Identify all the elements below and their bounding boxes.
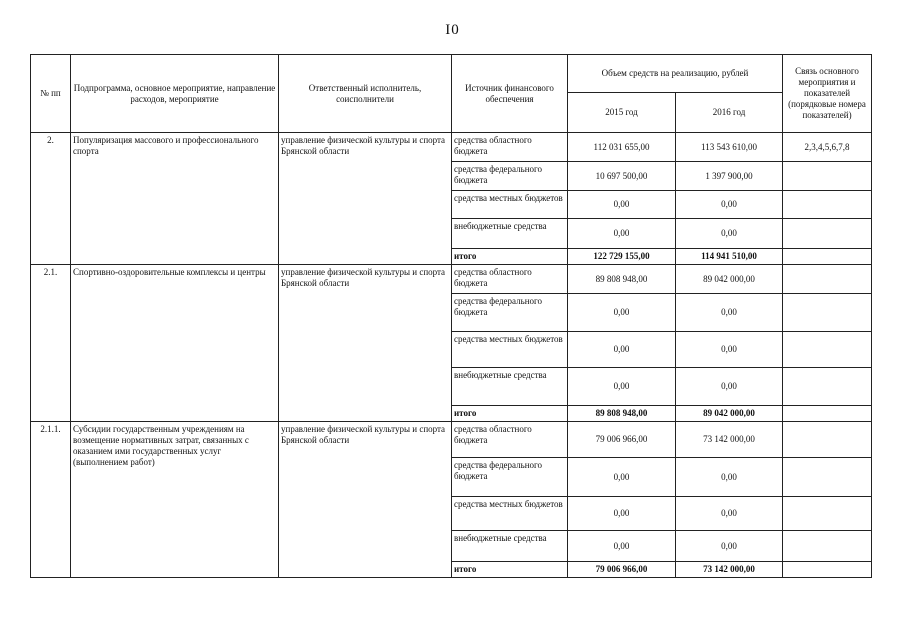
indicator-link-empty xyxy=(783,368,872,406)
budget-table xyxy=(30,54,872,578)
amount-2016: 113 543 610,00 xyxy=(676,133,783,162)
funding-source: внебюджетные средства xyxy=(452,531,568,562)
amount-2015: 10 697 500,00 xyxy=(568,162,676,191)
header-volume: Объем средств на реализацию, рублей xyxy=(568,55,783,93)
total-2016: 89 042 000,00 xyxy=(676,406,783,422)
indicator-link-empty xyxy=(783,562,872,578)
funding-source: внебюджетные средства xyxy=(452,368,568,406)
executor-name: управление физической культуры и спорта Брянской области xyxy=(279,265,452,422)
funding-source: средства областного бюджета xyxy=(452,133,568,162)
amount-2015: 0,00 xyxy=(568,332,676,368)
indicator-link-empty xyxy=(783,249,872,265)
amount-2016: 0,00 xyxy=(676,497,783,531)
funding-source: средства федерального бюджета xyxy=(452,162,568,191)
amount-2015: 0,00 xyxy=(568,531,676,562)
header-year-2015: 2015 год xyxy=(568,93,676,133)
section-2 xyxy=(31,133,872,265)
amount-2016: 0,00 xyxy=(676,458,783,497)
amount-2015: 0,00 xyxy=(568,219,676,249)
measure-name: Спортивно-оздоровительные комплексы и центры xyxy=(71,265,279,422)
funding-source: средства местных бюджетов xyxy=(452,497,568,531)
amount-2016: 0,00 xyxy=(676,191,783,219)
header-source: Источник финансового обеспечения xyxy=(452,55,568,133)
funding-source: средства местных бюджетов xyxy=(452,191,568,219)
header-subprogram: Подпрограмма, основное мероприятие, направление расходов, мероприятие xyxy=(71,55,279,133)
section-2-1-1 xyxy=(31,422,872,578)
indicator-link-empty xyxy=(783,294,872,332)
header-link: Связь основного мероприятия и показателей (порядковые номера показателей) xyxy=(783,55,872,133)
executor-name: управление физической культуры и спорта Брянской области xyxy=(279,422,452,578)
header-no: № пп xyxy=(31,55,71,133)
executor-name: управление физической культуры и спорта Брянской области xyxy=(279,133,452,265)
funding-source: средства местных бюджетов xyxy=(452,332,568,368)
page-number: I0 xyxy=(445,22,460,38)
total-2015: 79 006 966,00 xyxy=(568,562,676,578)
total-label: итого xyxy=(452,249,568,265)
funding-source: средства областного бюджета xyxy=(452,265,568,294)
amount-2015: 0,00 xyxy=(568,458,676,497)
indicator-link-empty xyxy=(783,332,872,368)
amount-2015: 0,00 xyxy=(568,497,676,531)
section-2-1 xyxy=(31,265,872,422)
amount-2016: 0,00 xyxy=(676,368,783,406)
amount-2015: 112 031 655,00 xyxy=(568,133,676,162)
total-label: итого xyxy=(452,406,568,422)
amount-2016: 0,00 xyxy=(676,219,783,249)
amount-2015: 79 006 966,00 xyxy=(568,422,676,458)
indicator-link-empty xyxy=(783,497,872,531)
header-executor: Ответственный исполнитель, соисполнители xyxy=(279,55,452,133)
amount-2016: 0,00 xyxy=(676,531,783,562)
total-2015: 122 729 155,00 xyxy=(568,249,676,265)
total-2016: 73 142 000,00 xyxy=(676,562,783,578)
amount-2015: 0,00 xyxy=(568,294,676,332)
indicator-link-empty xyxy=(783,265,872,294)
funding-source: средства областного бюджета xyxy=(452,422,568,458)
indicator-link-empty xyxy=(783,406,872,422)
row-number: 2. xyxy=(31,133,71,265)
total-2016: 114 941 510,00 xyxy=(676,249,783,265)
header-year-2016: 2016 год xyxy=(676,93,783,133)
indicator-link-empty xyxy=(783,162,872,191)
indicator-link-empty xyxy=(783,531,872,562)
amount-2016: 1 397 900,00 xyxy=(676,162,783,191)
total-2015: 89 808 948,00 xyxy=(568,406,676,422)
funding-source: средства федерального бюджета xyxy=(452,294,568,332)
measure-name: Популяризация массового и профессионального спорта xyxy=(71,133,279,265)
indicator-link: 2,3,4,5,6,7,8 xyxy=(783,133,872,162)
measure-name: Субсидии государственным учреждениям на возмещение нормативных затрат, связанных с оказанием ими государственных услуг (выполнением работ) xyxy=(71,422,279,578)
amount-2016: 73 142 000,00 xyxy=(676,422,783,458)
indicator-link-empty xyxy=(783,458,872,497)
row-number: 2.1. xyxy=(31,265,71,422)
total-label: итого xyxy=(452,562,568,578)
funding-source: средства федерального бюджета xyxy=(452,458,568,497)
indicator-link-empty xyxy=(783,219,872,249)
funding-source: внебюджетные средства xyxy=(452,219,568,249)
indicator-link-empty xyxy=(783,422,872,458)
amount-2016: 89 042 000,00 xyxy=(676,265,783,294)
row-number: 2.1.1. xyxy=(31,422,71,578)
amount-2015: 89 808 948,00 xyxy=(568,265,676,294)
amount-2016: 0,00 xyxy=(676,294,783,332)
indicator-link-empty xyxy=(783,191,872,219)
amount-2015: 0,00 xyxy=(568,368,676,406)
amount-2015: 0,00 xyxy=(568,191,676,219)
amount-2016: 0,00 xyxy=(676,332,783,368)
